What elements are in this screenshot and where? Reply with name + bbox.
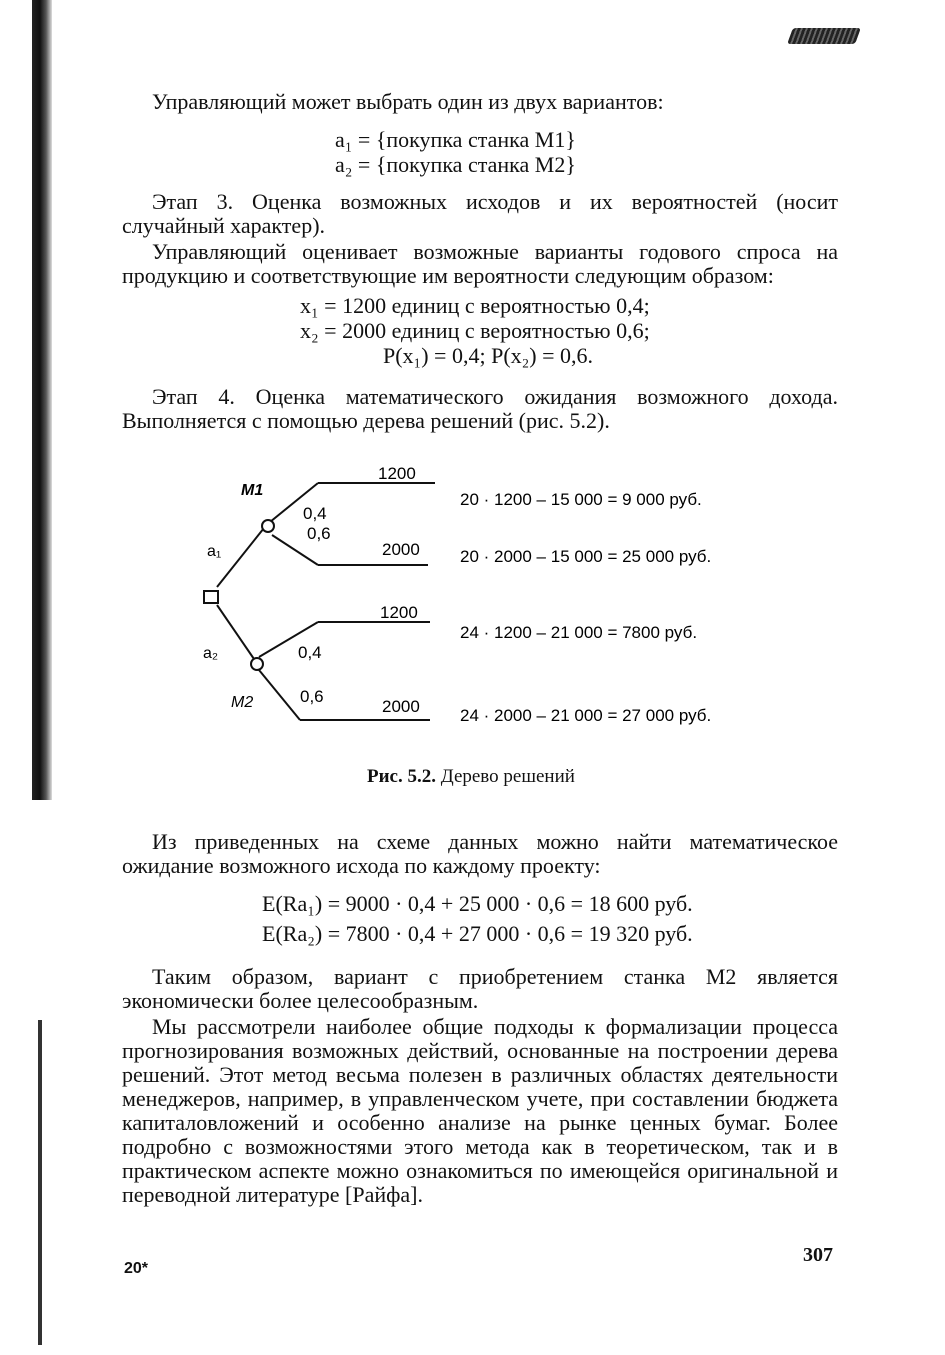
demand-2000-top: 2000: [382, 540, 420, 559]
prob-m2-06: 0,6: [300, 687, 324, 706]
calc-row-3: 24 · 1200 – 21 000 = 7800 руб.: [460, 623, 698, 642]
demand-1200-bottom: 1200: [380, 603, 418, 622]
prob-m1-04: 0,4: [303, 504, 327, 523]
label-m1: M1: [241, 482, 264, 499]
caption-label: Рис. 5.2.: [367, 766, 436, 787]
stage3-paragraph: Этап 3. Оценка возможных исходов и их вероятностей (носит случайный характер).: [122, 189, 838, 238]
book-spine-line: [38, 1020, 42, 1345]
calc-row-2: 20 · 2000 – 15 000 = 25 000 руб.: [460, 547, 712, 566]
estimate-paragraph: Управляющий оценивает возможные варианты годового спроса на продукцию и соответствующие им вероятности следующим образом:: [122, 239, 838, 288]
prob-m2-04: 0,4: [298, 643, 322, 662]
scan-smudge: [787, 28, 861, 44]
chance-node-m2: [251, 658, 263, 670]
formula-probabilities: P(x₁) = 0,4; P(x₂) = 0,6.: [383, 343, 594, 368]
prob-m1-06: 0,6: [307, 524, 331, 543]
summary-paragraph: Мы рассмотрели наиболее общие подходы к формализации процесса прогнозирования возможных действий, основанные на построении дерева решений. Этот метод весьма полезен в различных областях деятельности менеджеров, например, в управленческом учете, при составлении бюджета капиталовложений и особенно анализе на рынке ценных бумаг. Более подробно с возможностями этого метода как в теоретическом, так и в практическом аспекте можно ознакомиться по имеющейся оригинальной и переводной литературе [Райфа].: [122, 1014, 838, 1207]
decision-node-square: [204, 591, 218, 603]
formula-e2: E(Ra₂) = 7800 · 0,4 + 27 000 · 0,6 = 19 320 руб.: [262, 921, 693, 946]
intro-paragraph: Управляющий может выбрать один из двух вариантов:: [152, 89, 664, 114]
formula-e1: E(Ra₁) = 9000 · 0,4 + 25 000 · 0,6 = 18 600 руб.: [262, 891, 693, 916]
signature-mark: 20*: [124, 1260, 149, 1277]
figure-caption: [367, 765, 575, 789]
conclusion-paragraph: Таким образом, вариант с приобретением станка M2 является экономически более целесообразным.: [122, 964, 838, 1013]
page-number: 307: [803, 1244, 833, 1266]
label-a2: a₂: [203, 645, 219, 662]
demand-1200-top: 1200: [378, 464, 416, 483]
formula-a1: a₁ = {покупка станка M1}: [335, 127, 576, 152]
formula-x1: x₁ = 1200 единиц с вероятностью 0,4;: [300, 293, 650, 318]
formula-a2: a₂ = {покупка станка M2}: [335, 152, 576, 177]
formula-x2: x₂ = 2000 единиц с вероятностью 0,6;: [300, 318, 650, 343]
chance-node-m1: [262, 520, 274, 532]
label-a1: a₁: [207, 543, 222, 560]
expectation-paragraph: Из приведенных на схеме данных можно найти математическое ожидание возможного исхода по каждому проекту:: [122, 829, 838, 878]
caption-text: Дерево решений: [440, 766, 575, 787]
decision-tree-figure: [0, 455, 945, 755]
stage4-paragraph: Этап 4. Оценка математического ожидания возможного дохода. Выполняется с помощью дерева решений (рис. 5.2).: [122, 384, 838, 433]
label-m2: M2: [231, 694, 254, 711]
calc-row-1: 20 · 1200 – 15 000 = 9 000 руб.: [460, 490, 702, 509]
demand-2000-bottom: 2000: [382, 697, 420, 716]
calc-row-4: 24 · 2000 – 21 000 = 27 000 руб.: [460, 706, 712, 725]
